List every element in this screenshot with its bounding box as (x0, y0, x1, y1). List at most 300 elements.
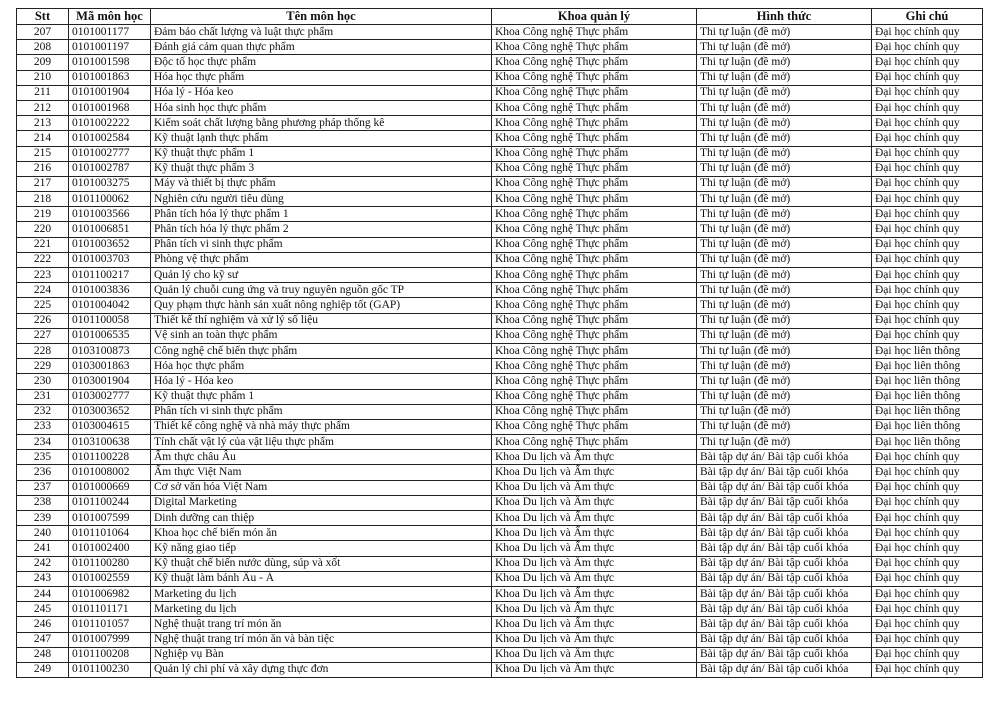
cell-form: Thi tự luận (đề mở) (697, 192, 872, 207)
cell-stt: 231 (17, 389, 69, 404)
cell-stt: 221 (17, 237, 69, 252)
cell-note: Đại học chính quy (872, 25, 983, 40)
table-row (17, 419, 983, 434)
table-row (17, 389, 983, 404)
cell-stt: 223 (17, 268, 69, 283)
cell-note: Đại học liên thông (872, 404, 983, 419)
cell-note: Đại học chính quy (872, 161, 983, 176)
cell-name: Digital Marketing (151, 495, 492, 510)
cell-dept: Khoa Công nghệ Thực phẩm (492, 237, 697, 252)
cell-form: Thi tự luận (đề mở) (697, 404, 872, 419)
cell-dept: Khoa Công nghệ Thực phẩm (492, 55, 697, 70)
cell-note: Đại học chính quy (872, 617, 983, 632)
cell-code: 0101002559 (69, 571, 151, 586)
cell-stt: 229 (17, 359, 69, 374)
cell-code: 0101100230 (69, 662, 151, 677)
cell-dept: Khoa Du lịch và Ẩm thực (492, 495, 697, 510)
header-note: Ghi chú (872, 9, 983, 25)
cell-dept: Khoa Công nghệ Thực phẩm (492, 70, 697, 85)
cell-stt: 240 (17, 526, 69, 541)
table-row (17, 70, 983, 85)
table-row (17, 116, 983, 131)
cell-stt: 219 (17, 207, 69, 222)
cell-dept: Khoa Du lịch và Ẩm thực (492, 632, 697, 647)
table-row (17, 25, 983, 40)
cell-name: Hóa học thực phẩm (151, 70, 492, 85)
cell-code: 0103100873 (69, 343, 151, 358)
cell-form: Thi tự luận (đề mở) (697, 176, 872, 191)
cell-code: 0103002777 (69, 389, 151, 404)
table-row (17, 343, 983, 358)
table-row (17, 435, 983, 450)
cell-note: Đại học chính quy (872, 556, 983, 571)
cell-form: Thi tự luận (đề mở) (697, 252, 872, 267)
cell-code: 0101002222 (69, 116, 151, 131)
cell-note: Đại học chính quy (872, 55, 983, 70)
cell-stt: 208 (17, 40, 69, 55)
cell-dept: Khoa Du lịch và Ẩm thực (492, 556, 697, 571)
cell-form: Bài tập dự án/ Bài tập cuối khóa (697, 617, 872, 632)
cell-stt: 234 (17, 435, 69, 450)
cell-stt: 224 (17, 283, 69, 298)
cell-note: Đại học chính quy (872, 222, 983, 237)
table-row (17, 617, 983, 632)
cell-form: Thi tự luận (đề mở) (697, 207, 872, 222)
cell-dept: Khoa Công nghệ Thực phẩm (492, 161, 697, 176)
cell-name: Hóa sinh học thực phẩm (151, 100, 492, 115)
cell-form: Thi tự luận (đề mở) (697, 161, 872, 176)
cell-note: Đại học chính quy (872, 131, 983, 146)
cell-name: Kỹ thuật chế biến nước dùng, súp và xốt (151, 556, 492, 571)
cell-code: 0101001177 (69, 25, 151, 40)
cell-form: Thi tự luận (đề mở) (697, 313, 872, 328)
cell-stt: 237 (17, 480, 69, 495)
cell-name: Đảm bảo chất lượng và luật thực phẩm (151, 25, 492, 40)
cell-form: Thi tự luận (đề mở) (697, 237, 872, 252)
cell-dept: Khoa Du lịch và Ẩm thực (492, 571, 697, 586)
cell-stt: 220 (17, 222, 69, 237)
cell-name: Hóa lý - Hóa keo (151, 85, 492, 100)
table-row (17, 222, 983, 237)
cell-stt: 222 (17, 252, 69, 267)
cell-note: Đại học chính quy (872, 541, 983, 556)
cell-stt: 248 (17, 647, 69, 662)
cell-stt: 235 (17, 450, 69, 465)
cell-code: 0101002787 (69, 161, 151, 176)
cell-stt: 216 (17, 161, 69, 176)
cell-code: 0101006982 (69, 586, 151, 601)
cell-name: Độc tố học thực phẩm (151, 55, 492, 70)
cell-name: Thiết kế thí nghiệm và xử lý số liệu (151, 313, 492, 328)
cell-note: Đại học chính quy (872, 647, 983, 662)
cell-note: Đại học chính quy (872, 192, 983, 207)
cell-note: Đại học chính quy (872, 207, 983, 222)
cell-stt: 212 (17, 100, 69, 115)
table-row (17, 176, 983, 191)
cell-code: 0101100058 (69, 313, 151, 328)
cell-code: 0101003652 (69, 237, 151, 252)
cell-stt: 241 (17, 541, 69, 556)
cell-note: Đại học chính quy (872, 450, 983, 465)
cell-stt: 213 (17, 116, 69, 131)
cell-name: Tính chất vật lý của vật liệu thực phẩm (151, 435, 492, 450)
cell-form: Bài tập dự án/ Bài tập cuối khóa (697, 571, 872, 586)
cell-name: Quản lý chuỗi cung ứng và truy nguyên nguồn gốc TP (151, 283, 492, 298)
table-row (17, 374, 983, 389)
cell-dept: Khoa Du lịch và Ẩm thực (492, 541, 697, 556)
table-row (17, 207, 983, 222)
cell-name: Kiểm soát chất lượng bằng phương pháp thống kê (151, 116, 492, 131)
cell-note: Đại học chính quy (872, 298, 983, 313)
cell-name: Kỹ thuật lạnh thực phẩm (151, 131, 492, 146)
cell-dept: Khoa Du lịch và Ẩm thực (492, 480, 697, 495)
table-row (17, 283, 983, 298)
cell-name: Thiết kế công nghệ và nhà máy thực phẩm (151, 419, 492, 434)
cell-note: Đại học chính quy (872, 632, 983, 647)
cell-code: 0103004615 (69, 419, 151, 434)
cell-dept: Khoa Du lịch và Ẩm thực (492, 450, 697, 465)
cell-name: Quy phạm thực hành sản xuất nông nghiệp tốt (GAP) (151, 298, 492, 313)
cell-form: Thi tự luận (đề mở) (697, 85, 872, 100)
cell-form: Thi tự luận (đề mở) (697, 298, 872, 313)
cell-name: Marketing du lịch (151, 602, 492, 617)
cell-form: Thi tự luận (đề mở) (697, 268, 872, 283)
cell-dept: Khoa Du lịch và Ẩm thực (492, 586, 697, 601)
cell-stt: 246 (17, 617, 69, 632)
cell-name: Vệ sinh an toàn thực phẩm (151, 328, 492, 343)
table-row (17, 359, 983, 374)
cell-form: Thi tự luận (đề mở) (697, 328, 872, 343)
cell-form: Thi tự luận (đề mở) (697, 146, 872, 161)
cell-name: Ẩm thực châu Âu (151, 450, 492, 465)
table-row (17, 55, 983, 70)
cell-dept: Khoa Công nghệ Thực phẩm (492, 192, 697, 207)
cell-name: Đánh giá cảm quan thực phẩm (151, 40, 492, 55)
cell-code: 0101001863 (69, 70, 151, 85)
cell-code: 0101001598 (69, 55, 151, 70)
cell-dept: Khoa Công nghệ Thực phẩm (492, 328, 697, 343)
cell-name: Cơ sở văn hóa Việt Nam (151, 480, 492, 495)
cell-dept: Khoa Công nghệ Thực phẩm (492, 176, 697, 191)
cell-stt: 214 (17, 131, 69, 146)
header-code: Mã môn học (69, 9, 151, 25)
cell-code: 0101006535 (69, 328, 151, 343)
cell-note: Đại học chính quy (872, 116, 983, 131)
cell-stt: 247 (17, 632, 69, 647)
cell-note: Đại học chính quy (872, 511, 983, 526)
cell-dept: Khoa Công nghệ Thực phẩm (492, 298, 697, 313)
cell-note: Đại học chính quy (872, 328, 983, 343)
cell-code: 0101000669 (69, 480, 151, 495)
cell-note: Đại học liên thông (872, 374, 983, 389)
cell-stt: 211 (17, 85, 69, 100)
cell-dept: Khoa Công nghệ Thực phẩm (492, 374, 697, 389)
cell-note: Đại học chính quy (872, 313, 983, 328)
cell-note: Đại học chính quy (872, 85, 983, 100)
cell-dept: Khoa Công nghệ Thực phẩm (492, 419, 697, 434)
cell-form: Thi tự luận (đề mở) (697, 70, 872, 85)
cell-name: Phân tích vi sinh thực phẩm (151, 237, 492, 252)
cell-stt: 218 (17, 192, 69, 207)
cell-name: Phòng vệ thực phẩm (151, 252, 492, 267)
cell-name: Công nghệ chế biến thực phẩm (151, 343, 492, 358)
cell-form: Thi tự luận (đề mở) (697, 374, 872, 389)
cell-stt: 249 (17, 662, 69, 677)
cell-stt: 226 (17, 313, 69, 328)
cell-form: Thi tự luận (đề mở) (697, 222, 872, 237)
table-row (17, 40, 983, 55)
cell-stt: 225 (17, 298, 69, 313)
cell-code: 0101001197 (69, 40, 151, 55)
table-row (17, 404, 983, 419)
cell-stt: 209 (17, 55, 69, 70)
cell-name: Kỹ thuật thực phẩm 1 (151, 389, 492, 404)
cell-code: 0101007599 (69, 511, 151, 526)
table-row (17, 556, 983, 571)
cell-name: Hóa học thực phẩm (151, 359, 492, 374)
cell-note: Đại học chính quy (872, 252, 983, 267)
cell-dept: Khoa Công nghệ Thực phẩm (492, 359, 697, 374)
cell-code: 0101002584 (69, 131, 151, 146)
cell-form: Bài tập dự án/ Bài tập cuối khóa (697, 526, 872, 541)
table-row (17, 85, 983, 100)
cell-name: Khoa học chế biến món ăn (151, 526, 492, 541)
cell-stt: 239 (17, 511, 69, 526)
cell-name: Máy và thiết bị thực phẩm (151, 176, 492, 191)
cell-dept: Khoa Công nghệ Thực phẩm (492, 283, 697, 298)
cell-code: 0101007999 (69, 632, 151, 647)
cell-code: 0101001904 (69, 85, 151, 100)
cell-dept: Khoa Du lịch và Ẩm thực (492, 465, 697, 480)
cell-name: Kỹ thuật thực phẩm 3 (151, 161, 492, 176)
cell-note: Đại học chính quy (872, 70, 983, 85)
cell-stt: 227 (17, 328, 69, 343)
cell-code: 0103001904 (69, 374, 151, 389)
cell-note: Đại học liên thông (872, 435, 983, 450)
header-dept: Khoa quản lý (492, 9, 697, 25)
header-row (17, 9, 983, 25)
cell-dept: Khoa Công nghệ Thực phẩm (492, 116, 697, 131)
cell-form: Thi tự luận (đề mở) (697, 419, 872, 434)
cell-stt: 210 (17, 70, 69, 85)
cell-dept: Khoa Công nghệ Thực phẩm (492, 222, 697, 237)
cell-name: Quản lý cho kỹ sư (151, 268, 492, 283)
cell-note: Đại học chính quy (872, 146, 983, 161)
cell-dept: Khoa Du lịch và Ẩm thực (492, 662, 697, 677)
cell-code: 0101008002 (69, 465, 151, 480)
cell-dept: Khoa Công nghệ Thực phẩm (492, 131, 697, 146)
cell-form: Bài tập dự án/ Bài tập cuối khóa (697, 541, 872, 556)
cell-stt: 228 (17, 343, 69, 358)
cell-stt: 238 (17, 495, 69, 510)
cell-dept: Khoa Công nghệ Thực phẩm (492, 252, 697, 267)
cell-form: Thi tự luận (đề mở) (697, 389, 872, 404)
cell-form: Thi tự luận (đề mở) (697, 116, 872, 131)
cell-form: Bài tập dự án/ Bài tập cuối khóa (697, 465, 872, 480)
cell-dept: Khoa Du lịch và Ẩm thực (492, 602, 697, 617)
table-row (17, 252, 983, 267)
course-table (16, 8, 983, 678)
cell-dept: Khoa Du lịch và Ẩm thực (492, 526, 697, 541)
cell-dept: Khoa Công nghệ Thực phẩm (492, 389, 697, 404)
cell-form: Thi tự luận (đề mở) (697, 40, 872, 55)
table-row (17, 571, 983, 586)
cell-name: Kỹ thuật làm bánh Âu - Á (151, 571, 492, 586)
cell-stt: 244 (17, 586, 69, 601)
cell-form: Bài tập dự án/ Bài tập cuối khóa (697, 556, 872, 571)
table-row (17, 586, 983, 601)
table-row (17, 268, 983, 283)
cell-code: 0101101171 (69, 602, 151, 617)
table-row (17, 495, 983, 510)
cell-note: Đại học chính quy (872, 268, 983, 283)
cell-code: 0101100244 (69, 495, 151, 510)
cell-form: Bài tập dự án/ Bài tập cuối khóa (697, 450, 872, 465)
cell-code: 0101100228 (69, 450, 151, 465)
table-row (17, 526, 983, 541)
cell-stt: 236 (17, 465, 69, 480)
cell-dept: Khoa Công nghệ Thực phẩm (492, 207, 697, 222)
cell-stt: 243 (17, 571, 69, 586)
cell-name: Nghiên cứu người tiêu dùng (151, 192, 492, 207)
table-row (17, 192, 983, 207)
cell-form: Bài tập dự án/ Bài tập cuối khóa (697, 511, 872, 526)
cell-name: Nghệ thuật trang trí món ăn (151, 617, 492, 632)
cell-name: Ẩm thực Việt Nam (151, 465, 492, 480)
cell-dept: Khoa Công nghệ Thực phẩm (492, 146, 697, 161)
table-row (17, 602, 983, 617)
cell-code: 0101101057 (69, 617, 151, 632)
cell-dept: Khoa Công nghệ Thực phẩm (492, 404, 697, 419)
cell-form: Thi tự luận (đề mở) (697, 131, 872, 146)
cell-dept: Khoa Du lịch và Ẩm thực (492, 647, 697, 662)
cell-note: Đại học chính quy (872, 237, 983, 252)
cell-form: Bài tập dự án/ Bài tập cuối khóa (697, 480, 872, 495)
table-row (17, 100, 983, 115)
cell-note: Đại học chính quy (872, 480, 983, 495)
cell-code: 0103100638 (69, 435, 151, 450)
cell-form: Bài tập dự án/ Bài tập cuối khóa (697, 602, 872, 617)
table-row (17, 541, 983, 556)
cell-dept: Khoa Công nghệ Thực phẩm (492, 25, 697, 40)
cell-name: Dinh dưỡng can thiệp (151, 511, 492, 526)
cell-form: Thi tự luận (đề mở) (697, 343, 872, 358)
cell-stt: 233 (17, 419, 69, 434)
cell-note: Đại học liên thông (872, 359, 983, 374)
cell-note: Đại học chính quy (872, 465, 983, 480)
cell-name: Quản lý chi phí và xây dựng thực đơn (151, 662, 492, 677)
cell-stt: 217 (17, 176, 69, 191)
cell-stt: 215 (17, 146, 69, 161)
table-row (17, 328, 983, 343)
cell-stt: 242 (17, 556, 69, 571)
cell-form: Thi tự luận (đề mở) (697, 283, 872, 298)
cell-form: Thi tự luận (đề mở) (697, 359, 872, 374)
table-row (17, 647, 983, 662)
cell-stt: 245 (17, 602, 69, 617)
cell-dept: Khoa Du lịch và Ẩm thực (492, 617, 697, 632)
table-row (17, 146, 983, 161)
cell-stt: 207 (17, 25, 69, 40)
cell-dept: Khoa Công nghệ Thực phẩm (492, 40, 697, 55)
cell-form: Bài tập dự án/ Bài tập cuối khóa (697, 662, 872, 677)
cell-dept: Khoa Du lịch và Ẩm thực (492, 511, 697, 526)
cell-name: Marketing du lịch (151, 586, 492, 601)
table-row (17, 465, 983, 480)
cell-form: Bài tập dự án/ Bài tập cuối khóa (697, 632, 872, 647)
cell-name: Kỹ thuật thực phẩm 1 (151, 146, 492, 161)
table-row (17, 450, 983, 465)
table-row (17, 480, 983, 495)
cell-code: 0101004042 (69, 298, 151, 313)
cell-code: 0101100208 (69, 647, 151, 662)
cell-code: 0101003703 (69, 252, 151, 267)
cell-name: Kỹ năng giao tiếp (151, 541, 492, 556)
cell-dept: Khoa Công nghệ Thực phẩm (492, 268, 697, 283)
cell-code: 0101003566 (69, 207, 151, 222)
cell-name: Phân tích hóa lý thực phẩm 2 (151, 222, 492, 237)
cell-code: 0103001863 (69, 359, 151, 374)
table-row (17, 298, 983, 313)
cell-code: 0103003652 (69, 404, 151, 419)
cell-form: Bài tập dự án/ Bài tập cuối khóa (697, 495, 872, 510)
cell-code: 0101100280 (69, 556, 151, 571)
cell-note: Đại học chính quy (872, 662, 983, 677)
cell-note: Đại học liên thông (872, 419, 983, 434)
cell-note: Đại học chính quy (872, 586, 983, 601)
cell-form: Bài tập dự án/ Bài tập cuối khóa (697, 647, 872, 662)
cell-dept: Khoa Công nghệ Thực phẩm (492, 100, 697, 115)
table-row (17, 131, 983, 146)
cell-stt: 232 (17, 404, 69, 419)
cell-note: Đại học liên thông (872, 389, 983, 404)
cell-code: 0101002400 (69, 541, 151, 556)
cell-code: 0101002777 (69, 146, 151, 161)
header-name: Tên môn học (151, 9, 492, 25)
cell-dept: Khoa Công nghệ Thực phẩm (492, 313, 697, 328)
cell-dept: Khoa Công nghệ Thực phẩm (492, 435, 697, 450)
cell-stt: 230 (17, 374, 69, 389)
table-row (17, 511, 983, 526)
cell-code: 0101100062 (69, 192, 151, 207)
cell-code: 0101001968 (69, 100, 151, 115)
table-row (17, 313, 983, 328)
cell-name: Nghiệp vụ Bàn (151, 647, 492, 662)
cell-code: 0101003275 (69, 176, 151, 191)
cell-note: Đại học chính quy (872, 176, 983, 191)
cell-code: 0101101064 (69, 526, 151, 541)
cell-form: Bài tập dự án/ Bài tập cuối khóa (697, 586, 872, 601)
table-row (17, 632, 983, 647)
cell-note: Đại học chính quy (872, 602, 983, 617)
cell-name: Phân tích vi sinh thực phẩm (151, 404, 492, 419)
table-row (17, 237, 983, 252)
cell-note: Đại học liên thông (872, 343, 983, 358)
cell-form: Thi tự luận (đề mở) (697, 435, 872, 450)
cell-form: Thi tự luận (đề mở) (697, 55, 872, 70)
cell-dept: Khoa Công nghệ Thực phẩm (492, 85, 697, 100)
cell-code: 0101100217 (69, 268, 151, 283)
cell-note: Đại học chính quy (872, 495, 983, 510)
header-form: Hình thức (697, 9, 872, 25)
cell-name: Phân tích hóa lý thực phẩm 1 (151, 207, 492, 222)
cell-note: Đại học chính quy (872, 571, 983, 586)
cell-code: 0101006851 (69, 222, 151, 237)
cell-note: Đại học chính quy (872, 283, 983, 298)
table-row (17, 161, 983, 176)
cell-name: Hóa lý - Hóa keo (151, 374, 492, 389)
cell-name: Nghệ thuật trang trí món ăn và bàn tiệc (151, 632, 492, 647)
